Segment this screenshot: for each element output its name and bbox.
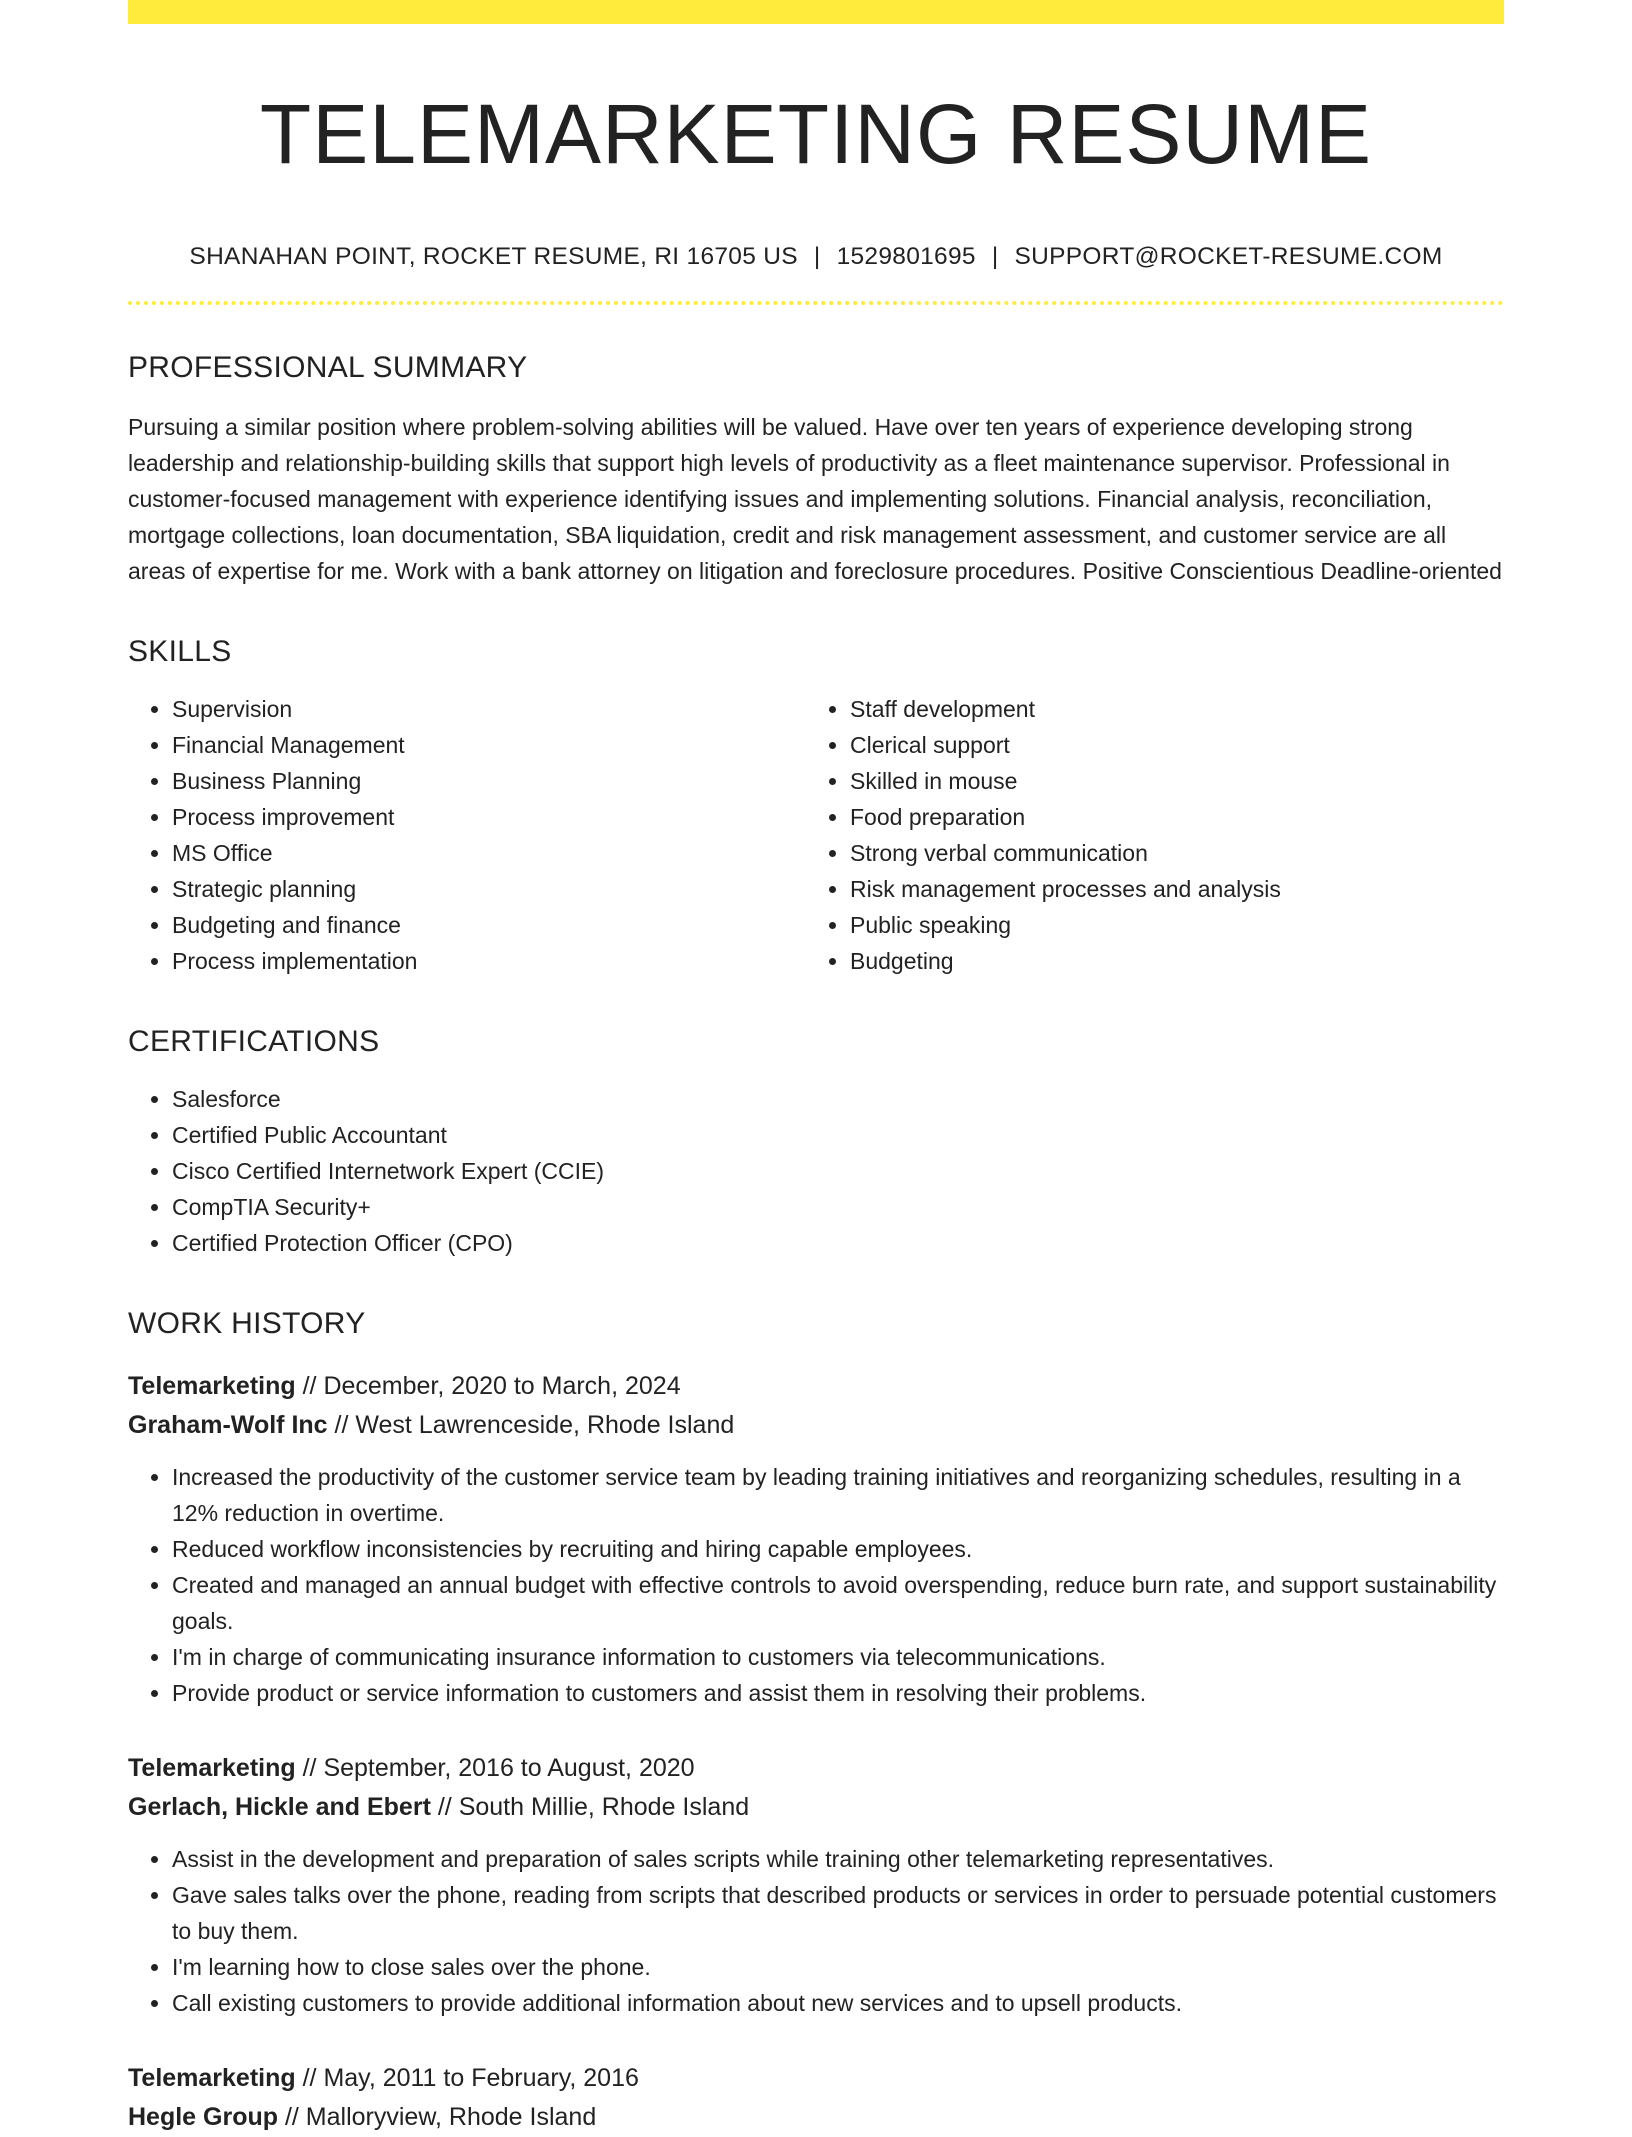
section-heading: SKILLS — [128, 634, 232, 668]
skill-item: • Skilled in mouse — [850, 763, 1484, 799]
job-location: // West Lawrenceside, Rhode Island — [327, 1410, 735, 1439]
summary-text: Pursuing a similar position where problem-solving abilities will be valued. Have over ten years of experience developing strong leadership and relationship-building skills that support high levels of productivity as a fleet maintenance supervisor. Professional in customer-focused management with experience identifying issues and implementing solutions. Financial analysis, reconciliation, mortgage collections, loan documentation, SBA liquidation, credit and risk management assessment, and customer service are all areas of expertise for me. Work with a bank attorney on litigation and foreclosure procedures. Positive Conscientious Deadline-oriented — [128, 413, 1502, 584]
professional-summary-section — [128, 351, 1504, 589]
skill-item: • Process implementation — [172, 943, 806, 979]
job-title-line — [128, 1749, 1504, 1788]
top-accent-bar — [128, 0, 1504, 24]
job-company: Graham-Wolf Inc — [128, 1410, 328, 1439]
job-bullet: • I'm learning how to close sales over the phone. — [172, 1949, 1504, 1985]
job-entry — [128, 2059, 1504, 2137]
job-title: Telemarketing — [128, 1753, 296, 1782]
job-location: // Malloryview, Rhode Island — [278, 2102, 597, 2131]
job-title-line — [128, 2059, 1504, 2098]
contact-address: SHANAHAN POINT, ROCKET RESUME, RI 16705 US — [189, 242, 798, 270]
skill-item: • Strategic planning — [172, 871, 806, 907]
job-company: Gerlach, Hickle and Ebert — [128, 1792, 431, 1821]
skill-item: • Process improvement — [172, 799, 806, 835]
skill-item: • MS Office — [172, 835, 806, 871]
job-location: // South Millie, Rhode Island — [430, 1792, 750, 1821]
skill-item: • Supervision — [172, 691, 806, 727]
job-bullets — [128, 1841, 1504, 2021]
job-bullet: • Created and managed an annual budget with effective controls to avoid overspending, reduce burn rate, and support sustainability goals. — [172, 1567, 1504, 1639]
certification-item: • Salesforce — [172, 1081, 1504, 1117]
job-company-line — [128, 1788, 1504, 1827]
skill-item: • Strong verbal communication — [850, 835, 1484, 871]
job-bullet: • Call existing customers to provide additional information about new services and to upsell products. — [172, 1985, 1504, 2021]
job-dates: // September, 2016 to August, 2020 — [295, 1753, 695, 1782]
certification-item: • CompTIA Security+ — [172, 1189, 1504, 1225]
section-heading: WORK HISTORY — [128, 1306, 366, 1340]
dotted-divider — [128, 301, 1504, 305]
certification-item: • Certified Protection Officer (CPO) — [172, 1225, 1504, 1261]
contact-separator: | — [813, 242, 821, 270]
job-company-line — [128, 1406, 1504, 1445]
job-entry — [128, 1749, 1504, 2021]
job-bullet: • Provide product or service information to customers and assist them in resolving their problems. — [172, 1675, 1504, 1711]
job-bullet: • I'm in charge of communicating insurance information to customers via telecommunications. — [172, 1639, 1504, 1675]
job-bullet: • Reduced workflow inconsistencies by recruiting and hiring capable employees. — [172, 1531, 1504, 1567]
skill-item: • Risk management processes and analysis — [850, 871, 1484, 907]
section-heading: PROFESSIONAL SUMMARY — [128, 350, 528, 384]
certification-item: • Cisco Certified Internetwork Expert (CCIE) — [172, 1153, 1504, 1189]
job-dates: // December, 2020 to March, 2024 — [295, 1371, 681, 1400]
contact-line — [128, 243, 1504, 271]
skill-item: • Financial Management — [172, 727, 806, 763]
skill-item: • Budgeting and finance — [172, 907, 806, 943]
skills-columns — [128, 691, 1504, 979]
skill-item: • Staff development — [850, 691, 1484, 727]
job-title-line — [128, 1367, 1504, 1406]
skills-list-right — [806, 691, 1484, 979]
skill-item: • Business Planning — [172, 763, 806, 799]
certifications-section — [128, 1025, 1504, 1261]
job-title: Telemarketing — [128, 1371, 296, 1400]
job-dates: // May, 2011 to February, 2016 — [295, 2063, 639, 2092]
contact-email: SUPPORT@ROCKET-RESUME.COM — [1014, 242, 1443, 270]
job-bullet: • Increased the productivity of the customer service team by leading training initiatives and reorganizing schedules, resulting in a 12% reduction in overtime. — [172, 1459, 1504, 1531]
work-history-section — [128, 1307, 1504, 2137]
section-heading: CERTIFICATIONS — [128, 1024, 380, 1058]
job-entry — [128, 1367, 1504, 1711]
certifications-list — [128, 1081, 1504, 1261]
certification-item: • Certified Public Accountant — [172, 1117, 1504, 1153]
skill-item: • Budgeting — [850, 943, 1484, 979]
skills-section — [128, 635, 1504, 979]
skill-item: • Clerical support — [850, 727, 1484, 763]
skill-item: • Public speaking — [850, 907, 1484, 943]
resume-page — [128, 0, 1504, 2137]
job-bullets — [128, 1459, 1504, 1711]
contact-phone: 1529801695 — [836, 242, 976, 270]
job-bullet: • Assist in the development and preparation of sales scripts while training other telemarketing representatives. — [172, 1841, 1504, 1877]
skill-item: • Food preparation — [850, 799, 1484, 835]
job-title: Telemarketing — [128, 2063, 296, 2092]
contact-separator: | — [991, 242, 999, 270]
job-bullet: • Gave sales talks over the phone, reading from scripts that described products or services in order to persuade potential customers to buy them. — [172, 1877, 1504, 1949]
resume-title: TELEMARKETING RESUME — [259, 87, 1373, 181]
job-company: Hegle Group — [128, 2102, 279, 2131]
skills-list-left — [128, 691, 806, 979]
job-company-line — [128, 2098, 1504, 2137]
